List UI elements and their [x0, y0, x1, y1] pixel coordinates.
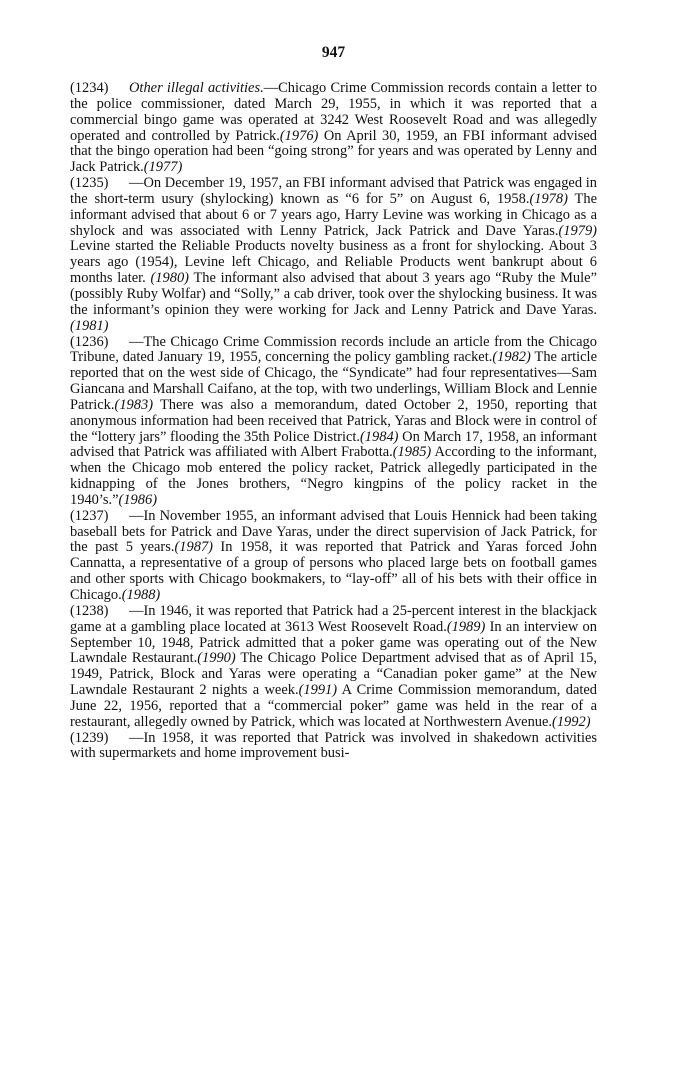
footnote-reference: (1992)	[552, 713, 591, 730]
footnote-reference: (1988)	[121, 587, 161, 603]
paragraph-text: According to the informant, when the Chicago mob entered the policy racket, Patrick allegedly participated in the kidnapping of the Jones brothers, “Negro kingpins of the policy racket in the 1940’s.”	[70, 444, 597, 508]
footnote-reference: (1981)	[70, 317, 109, 334]
paragraph-text: The informant also advised that about 3 years ago “Ruby the Mule” (possibly Ruby Wolfar) and “Solly,” a cab driver, took over the shylocking business. It was the informant’s opinion they were working for Jack and Lenny Patrick and Dave Yaras.	[70, 270, 597, 318]
document-page	[70, 44, 597, 762]
footnote-reference: (1976)	[279, 127, 319, 144]
paragraph-number: (1234)	[70, 80, 109, 96]
paragraph-text: —In 1946, it was reported that Patrick had a 25-percent interest in the blackjack game at a gambling place located at 3613 West Roosevelt Road.	[70, 602, 597, 635]
footnote-reference: (1989)	[446, 618, 486, 635]
footnote-reference: (1986)	[118, 491, 158, 508]
paragraph	[70, 335, 597, 509]
paragraph	[70, 176, 597, 334]
paragraph-text: —In 1958, it was reported that Patrick was involved in shakedown activities with supermarkets and home improvement busi-	[70, 729, 597, 762]
paragraph	[70, 509, 597, 604]
footnote-reference: (1984)	[360, 428, 399, 445]
paragraph-text: —The Chicago Crime Commission records include an article from the Chicago Tribune, dated January 19, 1955, concerning the policy gambling racket.	[70, 333, 597, 366]
footnote-reference: (1987)	[174, 539, 213, 556]
paragraph	[70, 731, 597, 763]
footnote-reference: (1978)	[529, 190, 568, 207]
paragraph-number: (1235)	[70, 175, 109, 192]
paragraph-text: Levine started the Reliable Products novelty business as a front for shylocking. About 3 years ago (1954), Levine left Chicago, and Reliable Products went bankrupt about 6 months later.	[70, 238, 597, 287]
paragraph	[70, 604, 597, 731]
footnote-reference: (1985)	[392, 444, 432, 461]
footnote-reference: (1990)	[197, 650, 236, 667]
paragraph-text: In 1958, it was reported that Patrick and Yaras forced John Cannatta, a representative of a group of persons who placed large bets on football games and other sports with Chicago bookmakers, to “lay-off” all of his bets with their office in Chicago.	[70, 539, 598, 603]
footnote-reference: (1979)	[558, 222, 597, 239]
paragraph-text: The Chicago Police Department advised that as of April 15, 1949, Patrick, Block and Yaras were operating a “Canadian poker game” at the New Lawndale Restaurant 2 nights a week.	[70, 650, 597, 699]
paragraph-number: (1239)	[70, 729, 109, 746]
paragraph	[70, 81, 597, 176]
footnote-reference: (1977)	[143, 159, 183, 176]
paragraph-text: On March 17, 1958, an informant advised that Patrick was affiliated with Albert Frabotta.	[70, 428, 598, 461]
footnote-reference: (1983)	[114, 396, 154, 413]
section-heading: Other illegal activities.	[129, 80, 264, 96]
paragraph-number: (1238)	[70, 602, 109, 619]
page-number: 947	[321, 44, 346, 61]
paragraph-text: There was also a memorandum, dated October 2, 1950, reporting that anonymous information had been received that Patrick, Yaras and Block were in control of the “lottery jars” flooding the 35th Police District.	[70, 396, 597, 445]
paragraph-text: —On December 19, 1957, an FBI informant advised that Patrick was engaged in the short-term usury (shylocking) known as “6 for 5” on August 6, 1958.	[70, 175, 597, 207]
body-text	[70, 81, 597, 762]
paragraph-text: The article reported that on the west side of Chicago, the “Syndicate” had four representatives—Sam Giancana and Marshall Caifano, at the top, with two underlings, William Block and Lennie Patrick.	[70, 349, 597, 413]
footnote-reference: (1980)	[150, 270, 189, 287]
footnote-reference: (1991)	[298, 682, 338, 699]
paragraph-text: On April 30, 1959, an FBI informant advised that the bingo operation had been “going strong” for years and was operated by Lenny and Jack Patrick.	[70, 127, 597, 176]
paragraph-text: —In November 1955, an informant advised that Louis Hennick had been taking baseball bets for Patrick and Dave Yaras, under the direct supervision of Jack Patrick, for the past 5 years.	[70, 507, 597, 556]
paragraph-text: —Chicago Crime Commission records contain a letter to the police commissioner, dated March 29, 1955, in which it was reported that a commercial bingo game was operated at 3242 West Roosevelt Road and was allegedly operated and controlled by Patrick.	[70, 80, 597, 144]
footnote-reference: (1982)	[492, 349, 531, 366]
paragraph-text: A Crime Commission memorandum, dated June 22, 1956, reported that a “commercial poker” game was held in the rear of a restaurant, allegedly owned by Patrick, which was located at Northwestern Avenue.	[70, 682, 597, 730]
paragraph-text: In an interview on September 10, 1948, Patrick admitted that a poker game was operating out of the New Lawndale Restaurant.	[70, 618, 597, 667]
paragraph-number: (1237)	[70, 507, 109, 524]
paragraph-text: The informant advised that about 6 or 7 years ago, Harry Levine was working in Chicago as a shylock and was associated with Lenny Patrick, Jack Patrick and Dave Yaras.	[70, 190, 597, 239]
paragraph-number: (1236)	[70, 333, 109, 350]
